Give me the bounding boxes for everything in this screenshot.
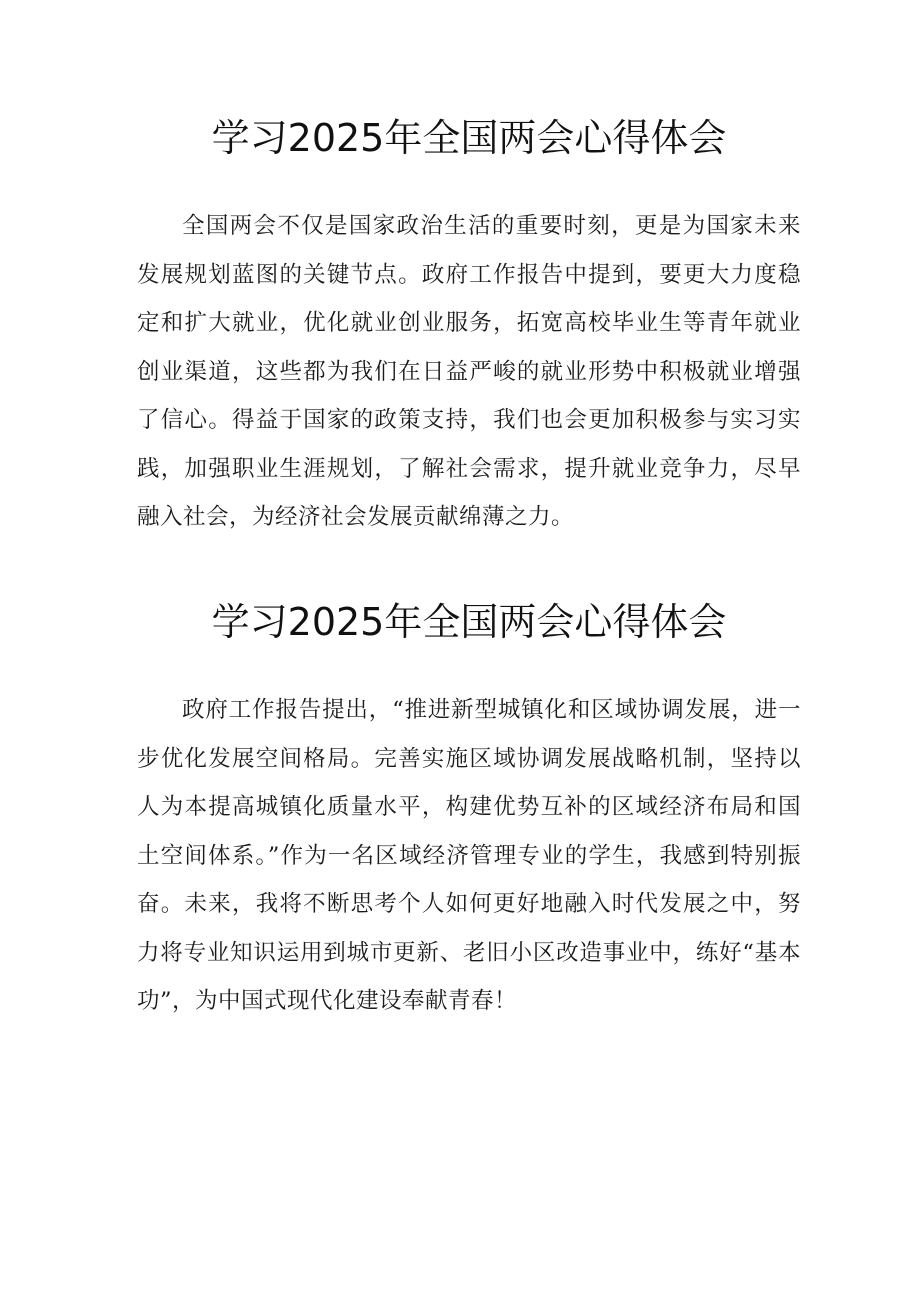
- essay-section-1: [137, 112, 801, 542]
- section-2-title: 学习2025年全国两会心得体会: [211, 600, 727, 644]
- section-1-paragraph: 全国两会不仅是国家政治生活的重要时刻，更是为国家未来发展规划蓝图的关键节点。政府工作报告中提到，要更大力度稳定和扩大就业，优化就业创业服务，拓宽高校毕业生等青年就业创业渠道，这些都为我们在日益严峻的就业形势中积极就业增强了信心。得益于国家的政策支持，我们也会更加积极参与实习实践，加强职业生涯规划，了解社会需求，提升就业竞争力，尽早融入社会，为经济社会发展贡献绵薄之力。: [137, 213, 801, 530]
- essay-section-2: [137, 596, 801, 1026]
- section-1-title: 学习2025年全国两会心得体会: [211, 116, 727, 160]
- section-2-paragraph: 政府工作报告提出，“推进新型城镇化和区域协调发展，进一步优化发展空间格局。完善实施区域协调发展战略机制，坚持以人为本提高城镇化质量水平，构建优势互补的区域经济布局和国土空间体系。”作为一名区域经济管理专业的学生，我感到特别振奋。未来，我将不断思考个人如何更好地融入时代发展之中，努力将专业知识运用到城市更新、老旧小区改造事业中，练好“基本功”，为中国式现代化建设奉献青春！: [137, 697, 801, 1014]
